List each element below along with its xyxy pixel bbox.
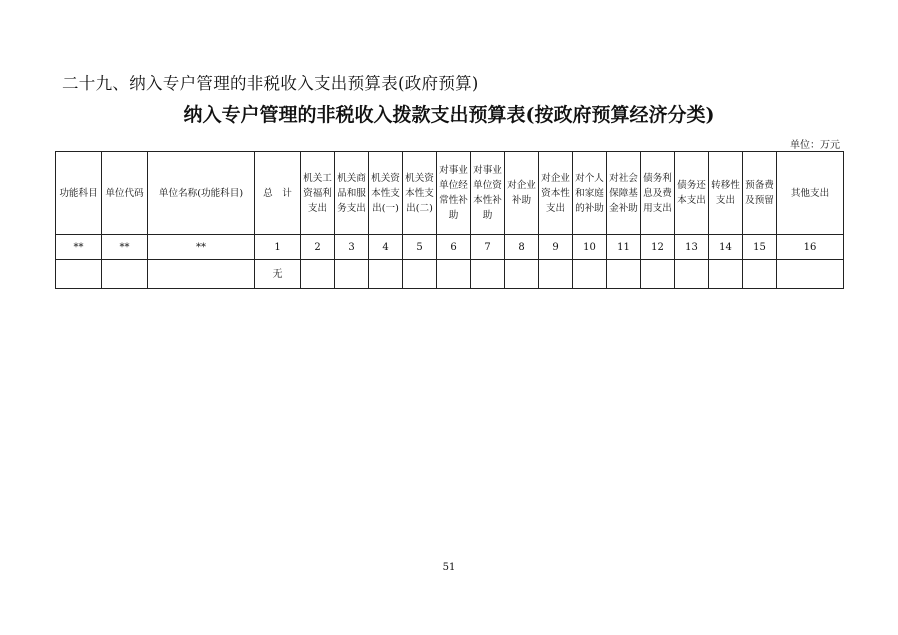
header-cell-social-security-fund: 对社会保障基金补助 — [607, 152, 641, 235]
header-cell-debt-principal: 债务还本支出 — [675, 152, 709, 235]
budget-table — [55, 151, 844, 289]
index-cell: 7 — [471, 235, 505, 260]
index-cell: 12 — [641, 235, 675, 260]
data-cell — [471, 260, 505, 289]
index-cell: 8 — [505, 235, 539, 260]
data-cell — [505, 260, 539, 289]
data-cell — [743, 260, 777, 289]
data-cell — [403, 260, 437, 289]
header-cell-capital-two: 机关资本性支出(二) — [403, 152, 437, 235]
data-cell — [437, 260, 471, 289]
header-cell-unit-code: 单位代码 — [102, 152, 148, 235]
data-cell — [102, 260, 148, 289]
index-cell: 9 — [539, 235, 573, 260]
header-cell-total: 总 计 — [255, 152, 301, 235]
page-number: 51 — [442, 562, 456, 573]
index-cell: ** — [56, 235, 102, 260]
index-cell: ** — [102, 235, 148, 260]
data-cell — [573, 260, 607, 289]
data-cell — [709, 260, 743, 289]
index-cell: 16 — [777, 235, 844, 260]
index-cell: ** — [148, 235, 255, 260]
header-cell-enterprise-capital: 对企业资本性支出 — [539, 152, 573, 235]
data-cell — [641, 260, 675, 289]
unit-label: 单位：万元 — [790, 140, 840, 151]
header-cell-debt-interest: 债务利息及费用支出 — [641, 152, 675, 235]
data-cell — [335, 260, 369, 289]
index-cell: 2 — [301, 235, 335, 260]
header-cell-function-subject: 功能科目 — [56, 152, 102, 235]
index-cell: 13 — [675, 235, 709, 260]
data-cell — [301, 260, 335, 289]
data-cell — [148, 260, 255, 289]
header-cell-wages-welfare: 机关工资福利支出 — [301, 152, 335, 235]
table-title: 纳入专户管理的非税收入拨款支出预算表(按政府预算经济分类) — [183, 104, 715, 126]
header-cell-reserve: 预备费及预留 — [743, 152, 777, 235]
table-row — [56, 260, 844, 289]
index-cell: 1 — [255, 235, 301, 260]
header-cell-unit-name: 单位名称(功能科目) — [148, 152, 255, 235]
data-cell — [675, 260, 709, 289]
index-cell: 4 — [369, 235, 403, 260]
header-cell-other: 其他支出 — [777, 152, 844, 235]
header-cell-institution-capital: 对事业单位资本性补助 — [471, 152, 505, 235]
header-cell-institution-recurring: 对事业单位经常性补助 — [437, 152, 471, 235]
header-cell-enterprise-subsidy: 对企业补助 — [505, 152, 539, 235]
table-index-row — [56, 235, 844, 260]
data-cell — [369, 260, 403, 289]
header-cell-transfer: 转移性支出 — [709, 152, 743, 235]
header-cell-household-subsidy: 对个人和家庭的补助 — [573, 152, 607, 235]
index-cell: 5 — [403, 235, 437, 260]
index-cell: 14 — [709, 235, 743, 260]
index-cell: 6 — [437, 235, 471, 260]
index-cell: 10 — [573, 235, 607, 260]
data-cell — [777, 260, 844, 289]
table-header-row — [56, 152, 844, 235]
index-cell: 15 — [743, 235, 777, 260]
data-cell — [56, 260, 102, 289]
header-cell-goods-services: 机关商品和服务支出 — [335, 152, 369, 235]
section-heading: 二十九、纳入专户管理的非税收入支出预算表(政府预算) — [62, 74, 479, 93]
index-cell: 3 — [335, 235, 369, 260]
index-cell: 11 — [607, 235, 641, 260]
data-cell — [607, 260, 641, 289]
data-cell-total: 无 — [255, 260, 301, 289]
header-cell-capital-one: 机关资本性支出(一) — [369, 152, 403, 235]
data-cell — [539, 260, 573, 289]
